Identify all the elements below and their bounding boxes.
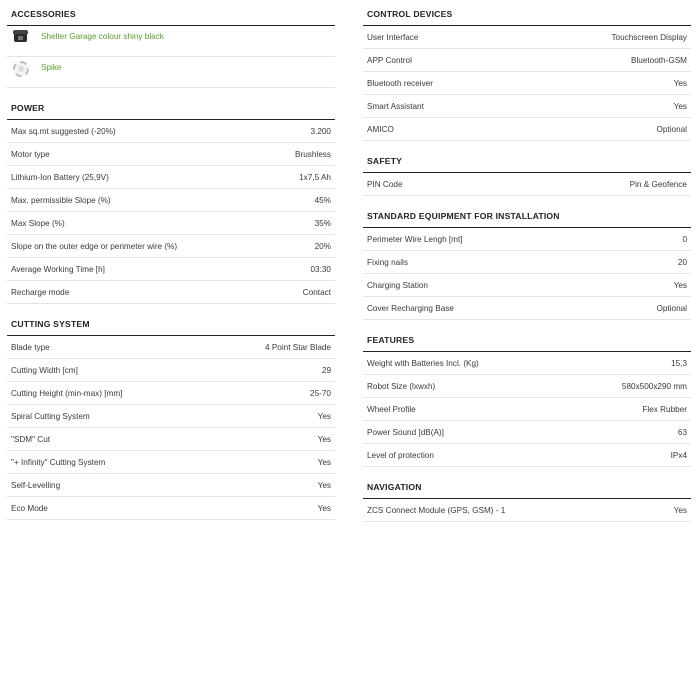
- spec-value: 0: [682, 234, 687, 244]
- section-title-accessories: ACCESSORIES: [7, 8, 335, 26]
- spec-label: Smart Assistant: [367, 101, 424, 111]
- spec-value: 63: [677, 427, 687, 437]
- spec-value: 20%: [314, 241, 331, 251]
- spec-label: Max sq.mt suggested (-20%): [11, 126, 116, 136]
- spec-label: Perimeter Wire Lengh [mt]: [367, 234, 463, 244]
- spec-label: APP Control: [367, 55, 412, 65]
- spec-row: [363, 228, 691, 251]
- spec-row: [363, 49, 691, 72]
- navigation-section: [363, 481, 691, 522]
- spec-label: Blade type: [11, 342, 50, 352]
- spec-value: 1x7,5 Ah: [299, 172, 331, 182]
- spec-row: [363, 375, 691, 398]
- spec-row: [7, 235, 335, 258]
- spec-value: Contact: [302, 287, 331, 297]
- spec-value: 15,3: [671, 358, 687, 368]
- spec-row: [7, 451, 335, 474]
- spec-label: Max Slope (%): [11, 218, 65, 228]
- spec-value: 35%: [314, 218, 331, 228]
- accessory-item[interactable]: [7, 26, 335, 57]
- spec-row: [363, 499, 691, 522]
- standard-equipment-section: [363, 210, 691, 320]
- spec-label: User Interface: [367, 32, 419, 42]
- spec-label: Wheel Profile: [367, 404, 416, 414]
- spec-label: "+ Infinity" Cutting System: [11, 457, 106, 467]
- spec-value: 580x500x290 mm: [621, 381, 687, 391]
- section-title-safety: SAFETY: [363, 155, 691, 173]
- spec-row: [7, 258, 335, 281]
- spec-row: [363, 421, 691, 444]
- spec-value: Yes: [673, 280, 687, 290]
- section-title-power: POWER: [7, 102, 335, 120]
- spec-value: Yes: [317, 434, 331, 444]
- spec-value: Yes: [317, 457, 331, 467]
- spec-value: Flex Rubber: [642, 404, 687, 414]
- spec-row: [7, 166, 335, 189]
- spec-value: Brushless: [295, 149, 331, 159]
- spec-label: Spiral Cutting System: [11, 411, 90, 421]
- spec-row: [363, 173, 691, 196]
- spec-row: [363, 352, 691, 375]
- spec-label: Average Working Time [h]: [11, 264, 105, 274]
- spec-label: Eco Mode: [11, 503, 48, 513]
- spec-label: Recharge mode: [11, 287, 70, 297]
- spec-row: [363, 398, 691, 421]
- section-title-navigation: NAVIGATION: [363, 481, 691, 499]
- spec-value: Yes: [317, 480, 331, 490]
- spec-label: Level of protection: [367, 450, 434, 460]
- spec-value: Pin & Geofence: [629, 179, 687, 189]
- section-title-cutting: CUTTING SYSTEM: [7, 318, 335, 336]
- features-section: [363, 334, 691, 467]
- spec-label: Cutting Height (min-max) [mm]: [11, 388, 123, 398]
- spec-row: [7, 281, 335, 304]
- spec-label: Bluetooth receiver: [367, 78, 433, 88]
- spec-label: Charging Station: [367, 280, 428, 290]
- cutting-section: [7, 318, 335, 520]
- accessory-link[interactable]: Spike: [41, 63, 62, 72]
- accessory-item[interactable]: [7, 57, 335, 88]
- spec-label: Fixing nails: [367, 257, 408, 267]
- section-title-standard: STANDARD EQUIPMENT FOR INSTALLATION: [363, 210, 691, 228]
- safety-section: [363, 155, 691, 196]
- spec-row: [7, 189, 335, 212]
- accessory-link[interactable]: Shelter Garage colour shiny black: [41, 32, 164, 41]
- spec-label: Self-Levelling: [11, 480, 61, 490]
- spec-label: PIN Code: [367, 179, 403, 189]
- spec-value: 03:30: [310, 264, 331, 274]
- spec-value: 3.200: [310, 126, 331, 136]
- section-title-control: CONTROL DEVICES: [363, 8, 691, 26]
- spec-value: Yes: [673, 505, 687, 515]
- right-column: [363, 0, 691, 522]
- spec-value: Optional: [656, 303, 687, 313]
- spec-label: Weight with Batteries Incl. (Kg): [367, 358, 479, 368]
- spec-row: [7, 143, 335, 166]
- spec-row: [7, 497, 335, 520]
- section-title-features: FEATURES: [363, 334, 691, 352]
- spec-value: 45%: [314, 195, 331, 205]
- spec-row: [7, 336, 335, 359]
- spec-row: [7, 212, 335, 235]
- spike-icon: [11, 60, 31, 80]
- spec-row: [363, 444, 691, 467]
- spec-value: Yes: [317, 411, 331, 421]
- spec-value: IPx4: [670, 450, 687, 460]
- spec-row: [7, 474, 335, 497]
- spec-row: [363, 26, 691, 49]
- spec-value: Touchscreen Display: [611, 32, 687, 42]
- spec-value: Optional: [656, 124, 687, 134]
- spec-value: 25-70: [310, 388, 331, 398]
- accessories-section: [7, 8, 335, 88]
- spec-label: Cover Recharging Base: [367, 303, 454, 313]
- spec-row: [7, 428, 335, 451]
- spec-value: 4 Point Star Blade: [265, 342, 331, 352]
- spec-row: [363, 72, 691, 95]
- spec-row: [363, 297, 691, 320]
- spec-label: Max. permissible Slope (%): [11, 195, 111, 205]
- spec-label: Power Sound [dB(A)]: [367, 427, 444, 437]
- spec-label: ZCS Connect Module (GPS, GSM) - 1: [367, 505, 506, 515]
- spec-row: [363, 95, 691, 118]
- spec-row: [363, 251, 691, 274]
- spec-label: AMICO: [367, 124, 394, 134]
- spec-row: [363, 118, 691, 141]
- spec-row: [7, 382, 335, 405]
- spec-value: 29: [321, 365, 331, 375]
- spec-row: [7, 359, 335, 382]
- spec-value: Yes: [673, 101, 687, 111]
- spec-label: Slope on the outer edge or perimeter wire (%): [11, 241, 178, 251]
- garage-icon: [11, 29, 31, 49]
- spec-row: [7, 120, 335, 143]
- spec-row: [363, 274, 691, 297]
- spec-value: Bluetooth-GSM: [631, 55, 687, 65]
- spec-value: Yes: [317, 503, 331, 513]
- spec-label: Lithium-Ion Battery (25,9V): [11, 172, 109, 182]
- spec-label: Cutting Width [cm]: [11, 365, 78, 375]
- spec-label: "SDM" Cut: [11, 434, 51, 444]
- power-section: [7, 102, 335, 304]
- control-devices-section: [363, 8, 691, 141]
- spec-row: [7, 405, 335, 428]
- spec-value: 20: [677, 257, 687, 267]
- left-column: [7, 0, 335, 520]
- spec-label: Motor type: [11, 149, 50, 159]
- spec-label: Robot Size (lxwxh): [367, 381, 436, 391]
- spec-value: Yes: [673, 78, 687, 88]
